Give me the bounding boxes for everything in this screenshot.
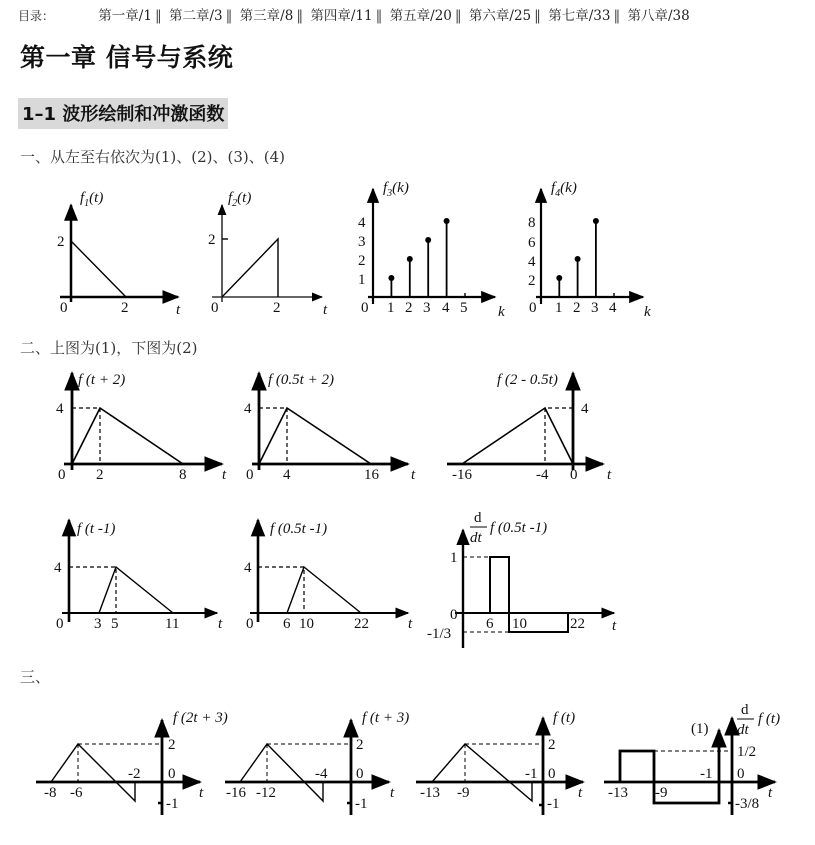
y-tick-label: 6 [528,235,536,251]
y-tick-label: 2 [208,232,216,248]
x-tick-label: 10 [512,616,527,632]
x-axis-label: k [644,304,651,320]
toc-label: 目录： [18,9,55,23]
y-tick-label: 3 [358,234,366,250]
y-tick-label: 2 [358,253,366,269]
impulse-weight-label: (1) [691,721,709,737]
stem-point [593,218,599,224]
x-tick-label: 4 [283,467,291,483]
y-tick-label: 0 [356,766,364,782]
figure-g2 [244,372,416,483]
toc-separator: ‖ [613,8,621,24]
x-axis-label: t [612,618,617,634]
y-tick-label: 2 [548,737,556,753]
x-tick-label: -2 [128,766,141,782]
y-tick-label: 8 [528,215,536,231]
x-tick-label: 10 [299,616,314,632]
signal-line [99,567,173,613]
signal-line [432,744,532,801]
figure-g3 [447,372,612,483]
y-tick-label: -1 [355,796,368,812]
x-axis-label: t [222,467,227,483]
toc-separator: ‖ [296,8,304,24]
y-tick-label: 2 [168,737,176,753]
x-tick-label: -1 [700,766,713,782]
figure-title: f (t) [553,710,576,726]
figure-title: f (2 - 0.5t) [497,372,558,388]
figure-title: $f_4(k)$ [551,180,577,199]
y-tick-label: 2 [528,273,536,289]
stem-point [444,218,450,224]
toc-item-chapter-2[interactable]: 第二章/3 [168,8,223,24]
figure-k1 [36,710,228,815]
toc-item-chapter-1[interactable]: 第一章/1 [98,8,152,24]
toc-item-chapter-8[interactable]: 第八章/38 [627,8,690,24]
x-axis-label: t [199,785,204,801]
x-tick-label: -13 [608,785,628,801]
x-tick-label: 1 [555,300,563,316]
derivative-denominator: dt [737,722,749,738]
x-tick-label: 6 [486,616,494,632]
x-tick-label: -16 [226,785,246,801]
x-tick-label: 0 [529,300,537,316]
signal-line [287,567,361,613]
signal-line [71,241,126,297]
x-tick-label: 22 [570,616,585,632]
y-tick-label: -3/8 [735,796,760,812]
signal-line [259,408,371,464]
section-title: 1–1 波形绘制和冲激函数 [18,98,228,129]
x-tick-label: 5 [460,300,468,316]
x-tick-label: 0 [246,467,254,483]
y-tick-label: -1 [547,796,560,812]
y-tick-label: 2 [356,737,364,753]
x-tick-label: 1 [387,300,395,316]
figure-title: f (t -1) [77,521,116,537]
x-tick-label: 0 [56,616,64,632]
x-axis-label: t [323,302,328,318]
figure-f2 [208,190,328,318]
x-tick-label: -16 [452,467,472,483]
figure-k3 [416,710,583,815]
x-tick-label: 6 [283,616,291,632]
x-tick-label: 11 [165,616,180,632]
y-tick-label: 1 [358,272,366,288]
x-tick-label: -9 [457,785,470,801]
y-tick-label: 4 [244,560,252,576]
x-axis-label: t [390,785,395,801]
figure-title: f (0.5t -1) [490,520,548,536]
x-tick-label: -4 [315,766,328,782]
figure-title: f (2t + 3) [173,710,228,726]
toc-item-chapter-5[interactable]: 第五章/20 [389,8,452,24]
x-tick-label: 4 [609,300,617,316]
figure-title: f (0.5t -1) [270,521,328,537]
y-tick-label: -1 [166,796,179,812]
derivative-denominator: dt [470,530,482,546]
y-tick-label: 1 [450,550,458,566]
x-tick-label: -1 [525,766,538,782]
x-tick-label: 0 [361,300,369,316]
figure-title: f (t) [758,711,781,727]
y-tick-label: 4 [358,215,366,231]
x-tick-label: 3 [591,300,599,316]
x-tick-label: -4 [536,467,549,483]
figure-g1 [56,372,227,483]
stem-point [425,237,431,243]
x-tick-label: 2 [405,300,413,316]
x-tick-label: 2 [273,300,281,316]
figure-f1 [57,190,181,318]
y-tick-label: 0 [168,766,176,782]
y-tick-label: 0 [548,766,556,782]
toc-separator: ‖ [534,8,541,24]
y-tick-label: 0 [737,766,745,782]
signal-line [51,744,135,801]
toc-item-chapter-6[interactable]: 第六章/25 [468,8,532,24]
figure-k4 [604,702,780,815]
x-axis-label: t [218,616,223,632]
y-tick-label: 4 [528,254,536,270]
x-tick-label: 2 [121,300,129,316]
figure-h2 [244,520,413,632]
figure-title: f (t + 2) [78,372,126,388]
x-axis-label: t [408,616,413,632]
signal-line [240,744,323,801]
toc-item-chapter-7[interactable]: 第七章/33 [548,8,611,24]
x-axis-label: t [176,302,181,318]
x-tick-label: 0 [211,300,219,316]
x-tick-label: 3 [94,616,102,632]
question-1-text: 一、从左至右依次为(1)、(2)、(3)、(4) [20,148,285,166]
x-axis-label: t [607,467,612,483]
figure-title: $f_3(k)$ [383,180,409,199]
figure-title: $f_2(t)$ [228,190,252,209]
derivative-numerator: d [474,510,482,526]
stem-point [575,256,581,262]
y-tick-label: 4 [56,401,64,417]
x-tick-label: 8 [179,467,187,483]
x-tick-label: 3 [423,300,431,316]
toc-separator: ‖ [454,8,462,24]
x-tick-label: -8 [44,785,57,801]
figure-title: f (t + 3) [362,710,410,726]
stem-point [556,275,562,281]
x-tick-label: 2 [573,300,581,316]
toc-item-chapter-3[interactable]: 第三章/8 [239,8,294,24]
figure-k2 [225,710,409,815]
derivative-numerator: d [741,702,749,718]
y-tick-label: 0 [450,607,458,623]
question-2-text: 二、上图为(1)，下图为(2) [20,339,198,357]
x-axis-label: k [498,304,505,320]
toc-separator: ‖ [225,8,233,24]
chapter-title: 第一章 信号与系统 [20,43,234,72]
x-tick-label: 0 [58,467,66,483]
x-tick-label: 22 [354,616,369,632]
y-tick-label: 4 [581,401,589,417]
signal-line [462,408,573,464]
y-tick-label: -1/3 [427,626,452,642]
question-3-text: 三、 [20,668,51,686]
toc-separator: ‖ [375,8,383,24]
figure-title: f (0.5t + 2) [268,372,334,388]
x-tick-label: 16 [364,467,379,483]
x-tick-label: -13 [420,785,440,801]
x-tick-label: 4 [442,300,450,316]
y-tick-label: 2 [57,234,65,250]
figure-title: $f_1(t)$ [80,190,104,209]
figure-f4 [528,180,651,320]
signal-line [72,408,183,464]
y-tick-label: 4 [54,560,62,576]
signal-line [490,557,568,632]
y-tick-label: 1/2 [737,744,757,760]
stem-point [407,256,413,262]
x-tick-label: -6 [70,785,83,801]
x-axis-label: t [411,467,416,483]
y-tick-label: 4 [244,401,252,417]
toc-item-chapter-4[interactable]: 第四章/11 [310,8,373,24]
x-tick-label: -9 [655,785,668,801]
x-tick-label: -12 [256,785,276,801]
x-tick-label: 5 [111,616,119,632]
signal-line [222,239,278,297]
figure-h1 [54,520,223,632]
x-axis-label: t [768,785,773,801]
x-tick-label: 2 [96,467,104,483]
x-tick-label: 0 [570,467,578,483]
x-tick-label: 0 [60,300,68,316]
x-axis-label: t [578,785,583,801]
figure-h3 [427,510,617,648]
x-tick-label: 0 [246,616,254,632]
toc-separator: ‖ [154,8,162,24]
stem-point [388,275,394,281]
figure-f3 [358,180,505,320]
